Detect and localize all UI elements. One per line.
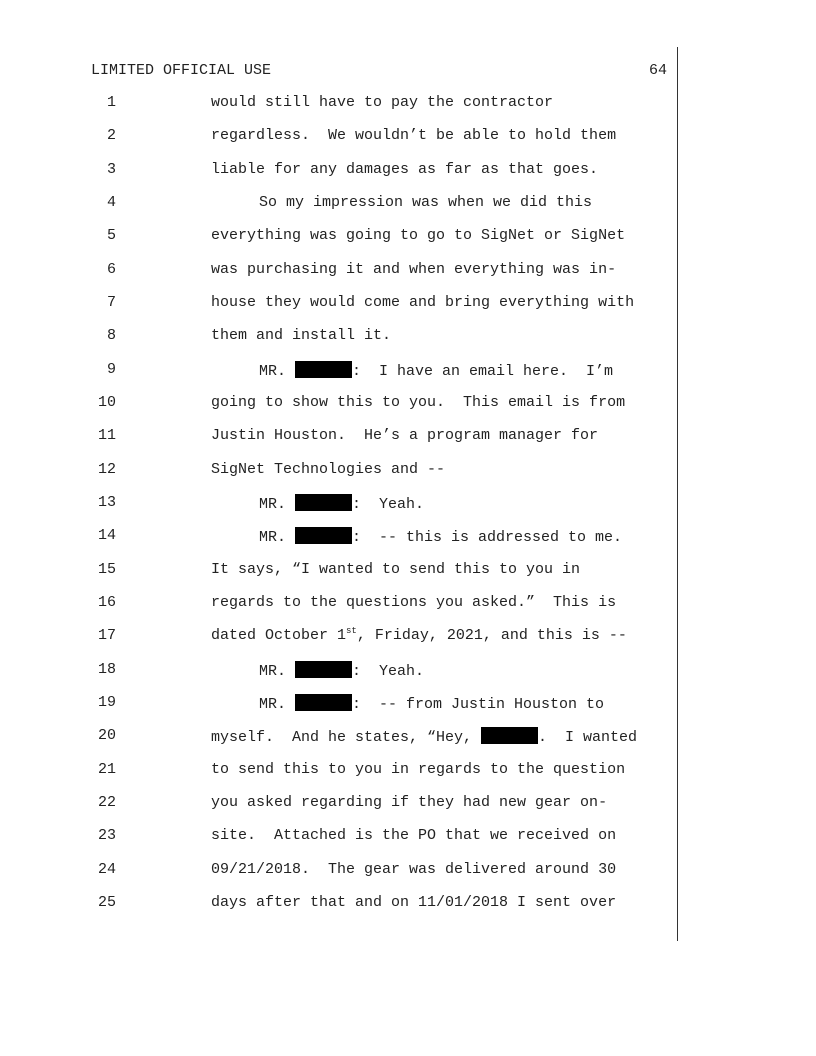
text-run: : -- from Justin Houston to (352, 695, 605, 713)
text-run: MR. (259, 529, 296, 547)
redaction-box (295, 694, 352, 711)
line-number: 12 (97, 460, 116, 478)
line-number: 15 (97, 560, 116, 578)
line-text (211, 827, 616, 845)
text-run: liable for any damages as far as that goes. (211, 160, 599, 178)
line-number: 22 (97, 793, 116, 811)
line-text (211, 194, 592, 212)
redaction-box (295, 661, 352, 678)
line-text (211, 694, 604, 714)
text-run: . I wanted (538, 729, 638, 747)
text-run: It says, “I wanted to send this to you in (211, 560, 581, 578)
text-run: : -- this is addressed to me. (352, 529, 623, 547)
transcript-line (0, 894, 816, 927)
line-number: 13 (97, 493, 116, 511)
text-run: regards to the questions you asked.” This is (211, 593, 617, 611)
transcript-line (0, 161, 816, 194)
text-run: dated October 1 (211, 627, 347, 645)
transcript-line (0, 794, 816, 827)
transcript-line (0, 294, 816, 327)
text-run: MR. (259, 662, 296, 680)
transcript-line (0, 827, 816, 860)
transcript-line (0, 861, 816, 894)
transcript-line (0, 427, 816, 460)
text-run: : I have an email here. I’m (352, 362, 614, 380)
line-number: 24 (97, 860, 116, 878)
text-run: you asked regarding if they had new gear on- (211, 793, 608, 811)
transcript-body (0, 94, 816, 927)
transcript-line (0, 661, 816, 694)
text-run: So my impression was when we did this (259, 193, 593, 211)
line-text (211, 627, 627, 645)
line-number: 9 (106, 360, 116, 378)
transcript-line (0, 594, 816, 627)
line-text (211, 527, 622, 547)
text-run: SigNet Technologies and -- (211, 460, 446, 478)
line-number: 5 (106, 227, 116, 245)
line-number: 3 (106, 160, 116, 178)
transcript-line (0, 761, 816, 794)
text-run: MR. (259, 362, 296, 380)
line-number: 19 (97, 693, 116, 711)
line-text (211, 161, 598, 179)
line-number: 20 (97, 727, 116, 745)
text-run: would still have to pay the contractor (211, 94, 554, 111)
line-text (211, 427, 598, 445)
line-number: 18 (97, 660, 116, 678)
transcript-line (0, 627, 816, 660)
redaction-box (295, 527, 352, 544)
line-text (211, 794, 607, 812)
line-text (211, 761, 625, 779)
classification-marking: LIMITED OFFICIAL USE (91, 62, 272, 79)
text-run: myself. And he states, “Hey, (211, 729, 482, 747)
line-number: 7 (106, 293, 116, 311)
ordinal-superscript: st (346, 626, 357, 637)
line-text (211, 394, 625, 412)
line-number: 4 (106, 193, 116, 211)
line-text (211, 727, 637, 747)
line-text (211, 494, 424, 514)
text-run: to send this to you in regards to the question (211, 760, 626, 778)
transcript-line (0, 461, 816, 494)
line-text (211, 127, 616, 145)
redaction-box (295, 361, 352, 378)
line-number: 16 (97, 593, 116, 611)
transcript-line (0, 261, 816, 294)
line-text (211, 261, 616, 279)
transcript-line (0, 94, 816, 127)
transcript-line (0, 394, 816, 427)
line-text (211, 594, 616, 612)
line-text (211, 327, 391, 345)
line-number: 21 (97, 760, 116, 778)
line-number: 2 (106, 127, 116, 145)
text-run: MR. (259, 495, 296, 513)
text-run: house they would come and bring everything with (211, 293, 635, 311)
line-number: 14 (97, 527, 116, 545)
text-run: : Yeah. (352, 495, 425, 513)
line-text (211, 861, 616, 879)
text-run: regardless. We wouldn’t be able to hold them (211, 127, 617, 145)
line-number: 1 (106, 94, 116, 111)
line-text (211, 294, 634, 312)
line-number: 25 (97, 893, 116, 911)
line-number: 6 (106, 260, 116, 278)
redaction-box (295, 494, 352, 511)
text-run: , Friday, 2021, and this is -- (356, 627, 627, 645)
transcript-line (0, 194, 816, 227)
line-number: 10 (97, 393, 116, 411)
transcript-line (0, 527, 816, 560)
line-text (211, 227, 625, 245)
transcript-line (0, 327, 816, 360)
line-text (211, 561, 580, 579)
line-text (211, 361, 613, 381)
line-text (211, 94, 553, 112)
line-text (211, 461, 445, 479)
text-run: going to show this to you. This email is from (211, 393, 626, 411)
line-number: 8 (106, 327, 116, 345)
line-number: 17 (97, 627, 116, 645)
page-number: 64 (648, 62, 667, 79)
text-run: site. Attached is the PO that we received on (211, 827, 617, 845)
text-run: MR. (259, 695, 296, 713)
line-number: 23 (97, 827, 116, 845)
transcript-line (0, 727, 816, 760)
redaction-box (481, 727, 538, 744)
text-run: 09/21/2018. The gear was delivered around 30 (211, 860, 617, 878)
text-run: Justin Houston. He’s a program manager for (211, 427, 599, 445)
line-text (211, 661, 424, 681)
text-run: days after that and on 11/01/2018 I sent over (211, 893, 617, 911)
text-run: everything was going to go to SigNet or SigNet (211, 227, 626, 245)
text-run: was purchasing it and when everything was in- (211, 260, 617, 278)
transcript-line (0, 561, 816, 594)
line-text (211, 894, 616, 912)
transcript-line (0, 227, 816, 260)
transcript-line (0, 694, 816, 727)
text-run: : Yeah. (352, 662, 425, 680)
line-number: 11 (97, 427, 116, 445)
transcript-line (0, 127, 816, 160)
transcript-line (0, 494, 816, 527)
transcript-line (0, 361, 816, 394)
text-run: them and install it. (211, 327, 392, 345)
